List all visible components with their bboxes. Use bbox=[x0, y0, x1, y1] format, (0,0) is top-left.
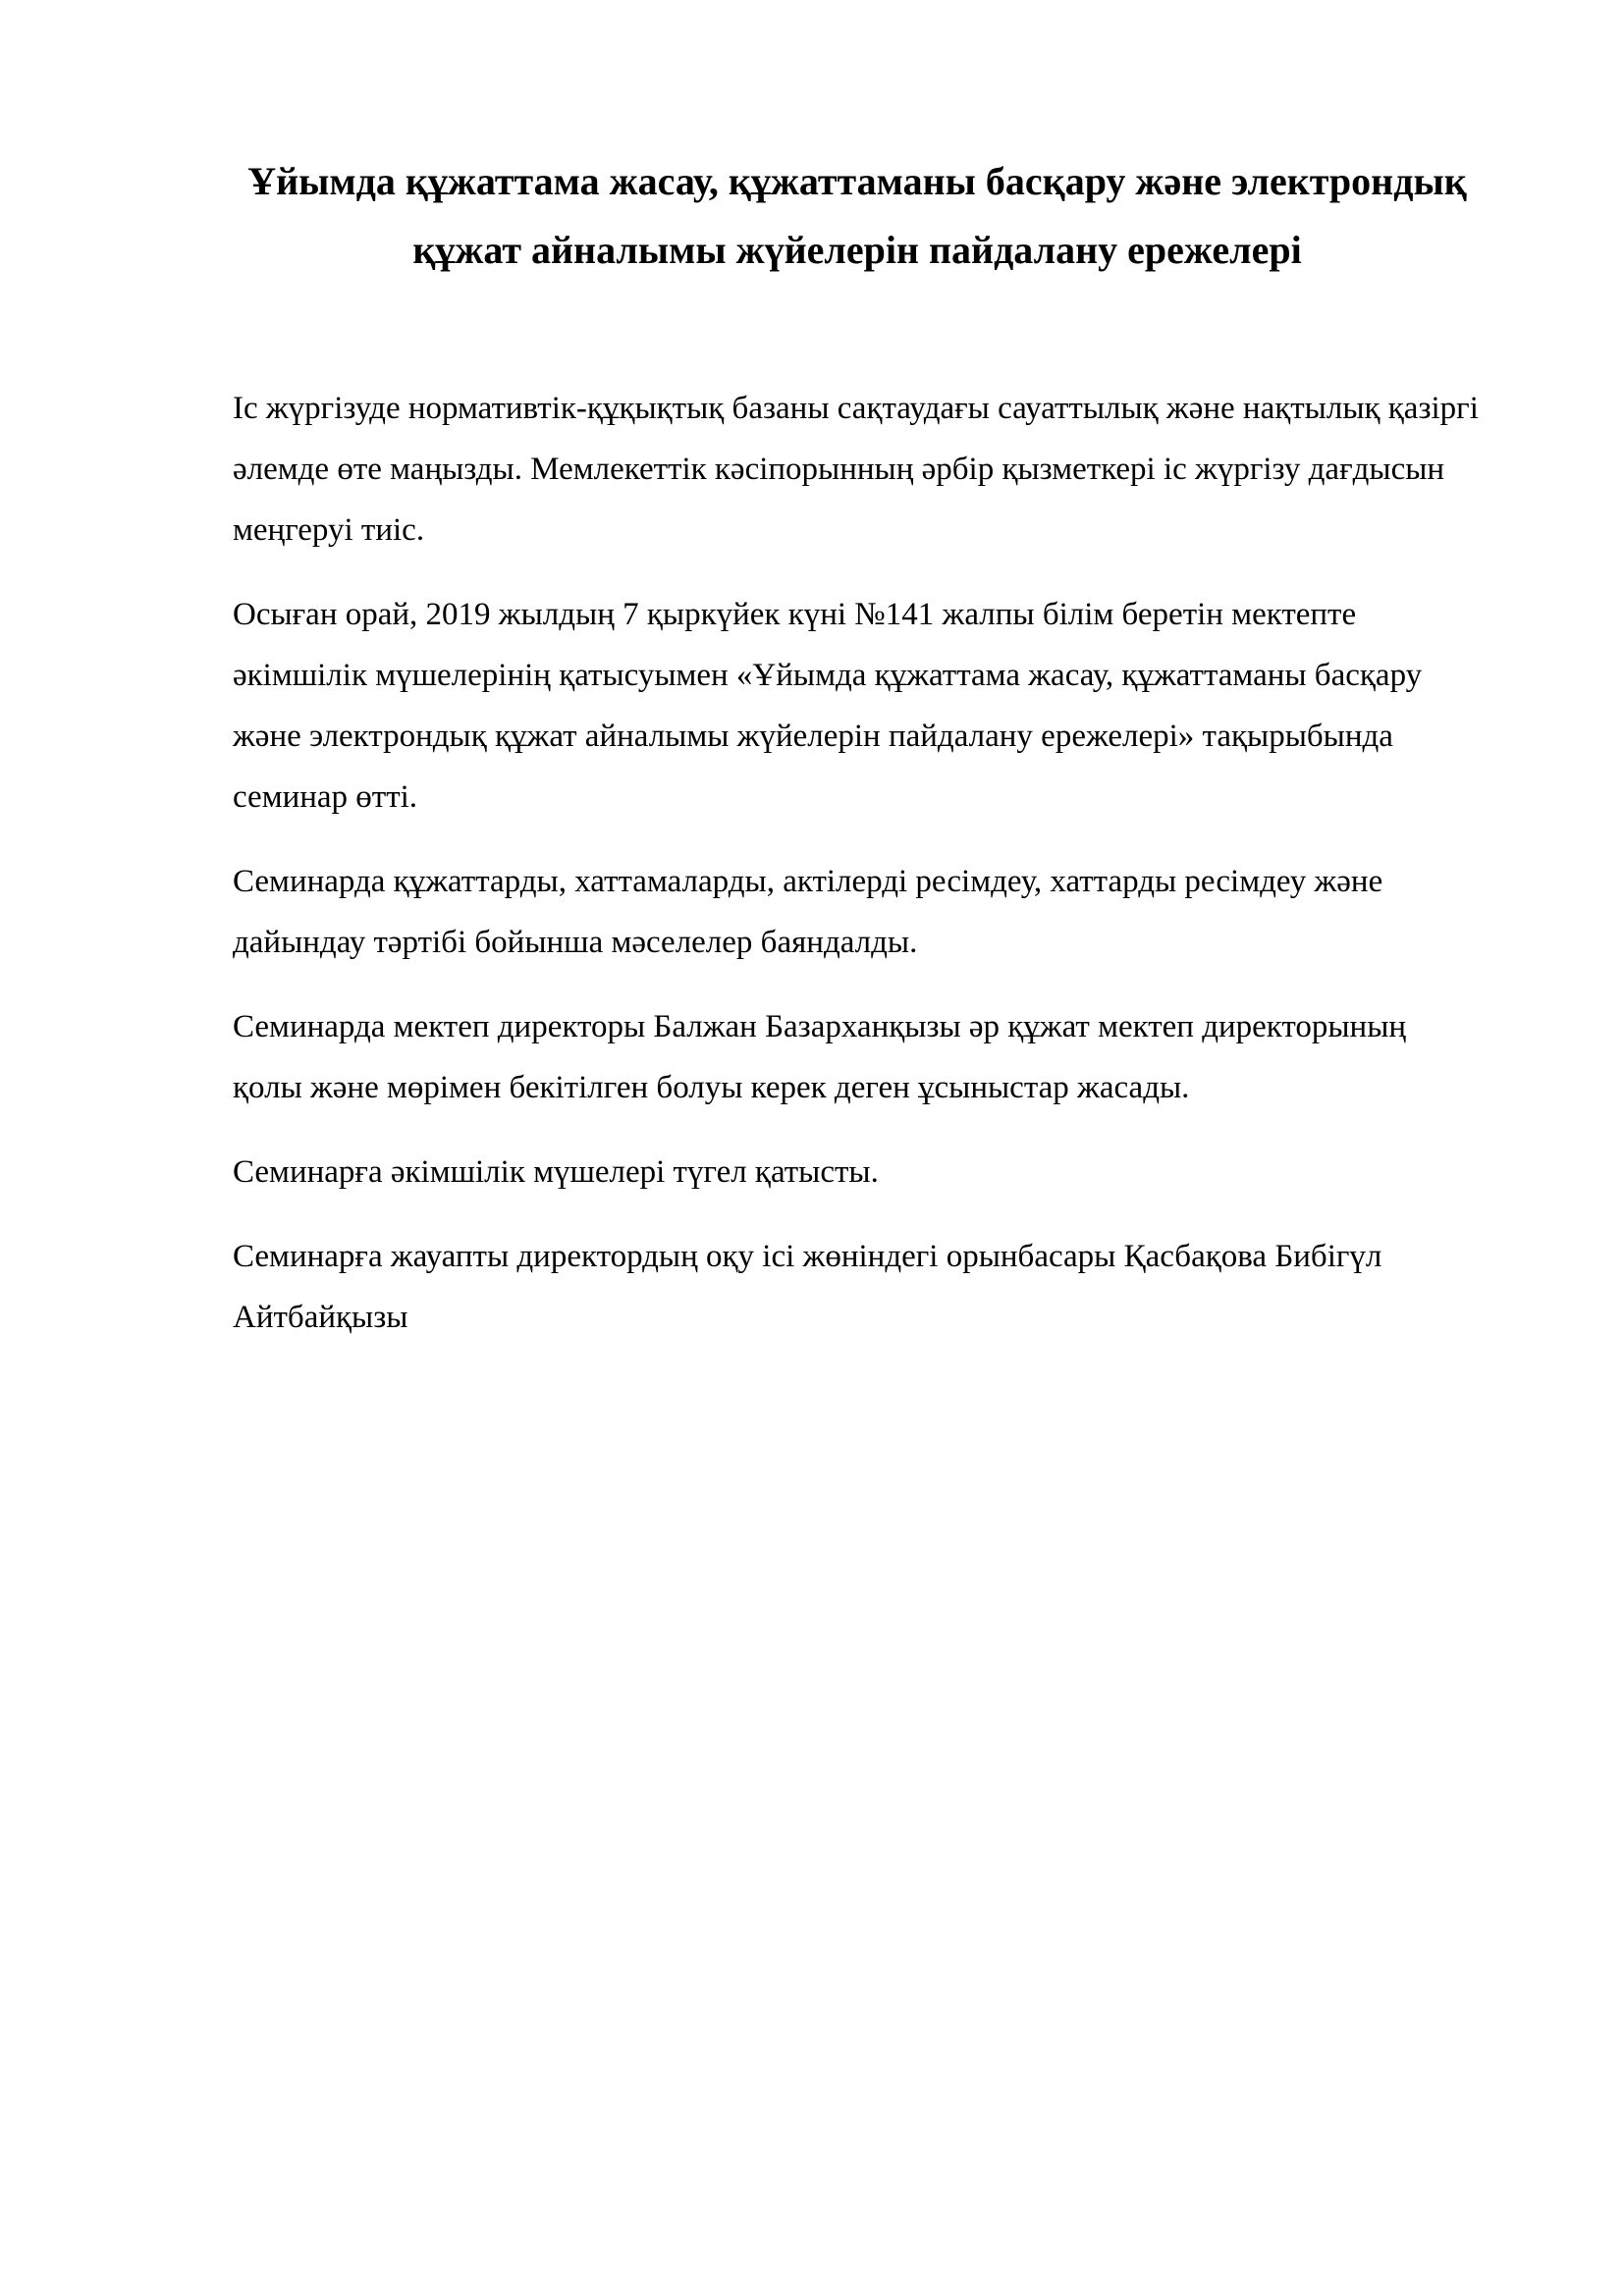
document-body bbox=[233, 378, 1482, 1348]
paragraph-1: Іс жүргізуде нормативтік-құқықтық базаны сақтаудағы сауаттылық және нақтылық қазіргі әлемде өте маңызды. Мемлекеттік кәсіпорынның әрбір қызметкері іс жүргізу дағдысын меңгеруі тиіс. bbox=[233, 391, 1479, 548]
paragraph-5: Семинарға әкімшілік мүшелері түгел қатысты. bbox=[233, 1154, 879, 1190]
paragraph-6: Семинарға жауапты директордың оқу ісі жөніндегі орынбасары Қасбақова Бибігүл Айтбайқызы bbox=[233, 1239, 1382, 1335]
paragraph-2: Осыған орай, 2019 жылдың 7 қыркүйек күні №141 жалпы білім беретін мектепте әкімшілік мүшелерінің қатысуымен «Ұйымда құжаттама жасау, құжаттаманы басқару және электрондық құжат айналымы жүйелерін пайдалану ережелері» тақырыбында семинар өтті. bbox=[233, 597, 1423, 815]
document-title: Ұйымда құжаттама жасау, құжаттаманы басқару және электрондық құжат айналымы жүйелерін пайдалану ережелері bbox=[247, 159, 1467, 272]
paragraph-3: Семинарда құжаттарды, хаттамаларды, актілерді ресімдеу, хаттарды ресімдеу және дайындау тәртібі бойынша мәселелер баяндалды. bbox=[233, 864, 1383, 960]
paragraph-4: Семинарда мектеп директоры Балжан Базарханқызы әр құжат мектеп директорының қолы және мөрімен бекітілген болуы керек деген ұсыныстар жасады. bbox=[233, 1009, 1407, 1105]
